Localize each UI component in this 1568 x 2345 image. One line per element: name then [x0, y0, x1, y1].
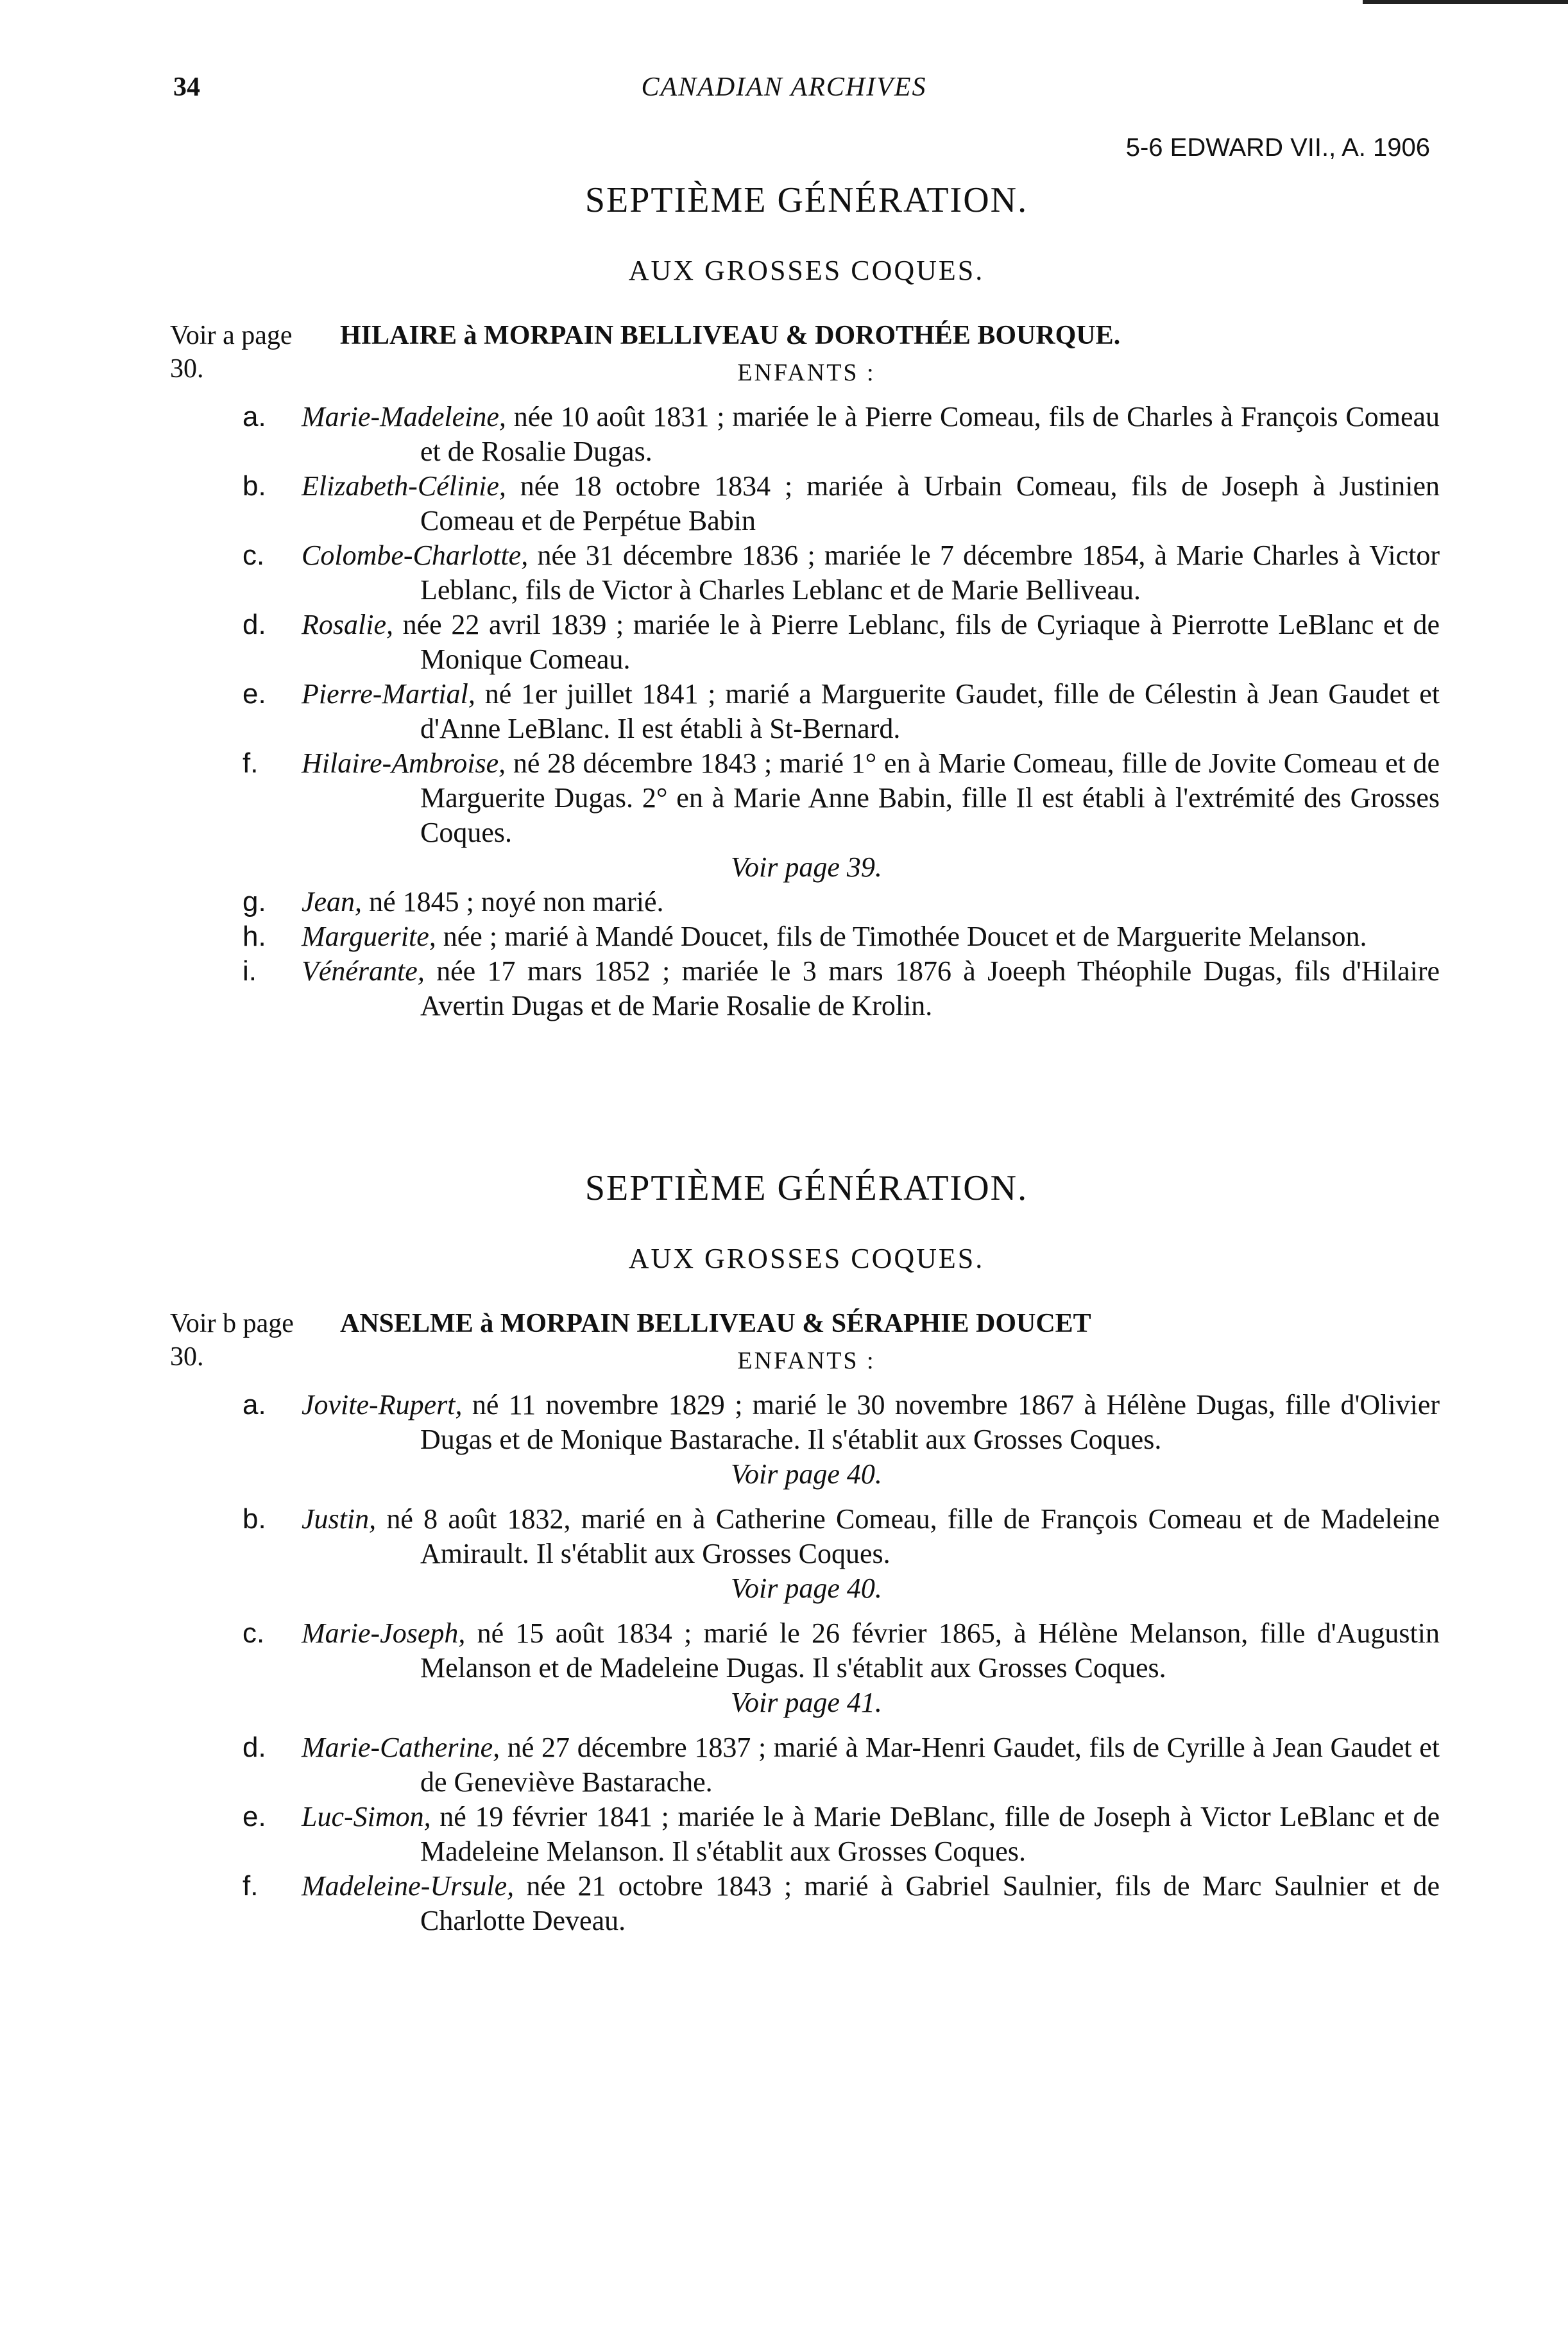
- child-text: née 31 décembre 1836 ; mariée le 7 décembre 1854, à Marie Charles à Victor Leblanc, fils de Victor à Charles Leblanc et de Marie Belliveau.: [420, 540, 1440, 606]
- place-heading: AUX GROSSES COQUES.: [628, 1243, 985, 1274]
- children-list: [173, 1388, 1440, 1938]
- child-text: né 19 février 1841 ; mariée le à Marie DeBlanc, fille de Joseph à Victor LeBlanc et de Madeleine Melanson. Il s'établit aux Grosses Coques.: [420, 1801, 1440, 1867]
- child-entry: [173, 1616, 1440, 1685]
- enfants-heading: ENFANTS :: [737, 359, 876, 386]
- child-letter: f.: [243, 747, 259, 779]
- child-letter: f.: [243, 1870, 259, 1902]
- voir-page-reference: Voir page 40.: [731, 1458, 882, 1490]
- child-entry: [173, 400, 1440, 469]
- child-entry: [173, 538, 1440, 608]
- child-entry: [173, 1388, 1440, 1457]
- child-name: Jovite-Rupert,: [302, 1389, 463, 1420]
- child-text: née 21 octobre 1843 ; marié à Gabriel Saulnier, fils de Marc Saulnier et de Charlotte Deveau.: [420, 1870, 1440, 1936]
- child-text: née ; marié à Mandé Doucet, fils de Timothée Doucet et de Marguerite Melanson.: [443, 921, 1367, 952]
- child-letter: i.: [243, 955, 257, 987]
- voir-page-reference: Voir page 41.: [731, 1687, 882, 1718]
- child-text: née 18 octobre 1834 ; mariée à Urbain Comeau, fils de Joseph à Justinien Comeau et de Perpétue Babin: [420, 470, 1440, 536]
- child-entry: [173, 1869, 1440, 1938]
- child-text: né 1er juillet 1841 ; marié a Marguerite Gaudet, fille de Célestin à Jean Gaudet et d'Anne LeBlanc. Il est établi à St-Bernard.: [420, 678, 1440, 744]
- child-letter: b.: [243, 470, 266, 502]
- child-entry: [173, 469, 1440, 538]
- parents-names: ANSELME à MORPAIN BELLIVEAU & SÉRAPHIE DOUCET: [340, 1309, 1091, 1338]
- child-text: né 1845 ; noyé non marié.: [369, 886, 664, 917]
- child-text: né 11 novembre 1829 ; marié le 30 novembre 1867 à Hélène Dugas, fille d'Olivier Dugas et de Monique Bastarache. Il s'établit aux Grosses Coques.: [420, 1389, 1440, 1455]
- child-letter: c.: [243, 1617, 265, 1649]
- enfants-heading: ENFANTS :: [737, 1347, 876, 1374]
- child-entry: [173, 608, 1440, 677]
- child-letter: d.: [243, 609, 266, 640]
- child-letter: e.: [243, 1801, 266, 1832]
- voir-page-reference: Voir page 40.: [731, 1573, 882, 1604]
- page-number: 34: [173, 72, 200, 102]
- child-text: née 17 mars 1852 ; mariée le 3 mars 1876 à Joeeph Théophile Dugas, fils d'Hilaire Avertin Dugas et de Marie Rosalie de Krolin.: [420, 955, 1440, 1021]
- child-entry: [173, 677, 1440, 746]
- child-name: Marie-Madeleine,: [302, 401, 506, 432]
- child-name: Jean,: [302, 886, 362, 917]
- child-letter: a.: [243, 1389, 266, 1420]
- child-name: Hilaire-Ambroise,: [302, 747, 506, 779]
- place-heading: AUX GROSSES COQUES.: [628, 255, 985, 286]
- top-rule: [1363, 0, 1568, 4]
- voir-reference: Voir a page 30.: [170, 321, 293, 384]
- child-name: Rosalie,: [302, 609, 393, 640]
- voir-reference: Voir b page 30.: [170, 1309, 294, 1372]
- child-letter: b.: [243, 1503, 266, 1535]
- child-letter: a.: [243, 401, 266, 432]
- page-header: [173, 72, 1395, 110]
- child-letter: h.: [243, 921, 266, 952]
- section-anselme: [170, 1168, 1440, 1938]
- child-entry: [173, 746, 1440, 850]
- child-letter: g.: [243, 886, 266, 917]
- child-name: Madeleine-Ursule,: [302, 1870, 515, 1902]
- child-name: Marie-Joseph,: [302, 1617, 466, 1649]
- parents-names: HILAIRE à MORPAIN BELLIVEAU & DOROTHÉE BOURQUE.: [340, 321, 1121, 350]
- child-text: née 22 avril 1839 ; mariée le à Pierre Leblanc, fils de Cyriaque à Pierrotte LeBlanc et de Monique Comeau.: [402, 609, 1440, 675]
- child-text: né 28 décembre 1843 ; marié 1° en à Marie Comeau, fille de Jovite Comeau et de Marguerite Dugas. 2° en à Marie Anne Babin, fille Il est établi à l'extrémité des Grosses Coques.: [420, 747, 1440, 848]
- generation-heading: SEPTIÈME GÉNÉRATION.: [584, 1168, 1028, 1208]
- child-letter: c.: [243, 540, 265, 571]
- child-entry: [173, 954, 1440, 1023]
- child-name: Vénérante,: [302, 955, 425, 987]
- child-name: Marie-Catherine,: [302, 1732, 500, 1763]
- child-entry: [173, 1730, 1440, 1800]
- voir-page-reference: Voir page 39.: [731, 851, 882, 883]
- running-title: CANADIAN ARCHIVES: [641, 72, 927, 102]
- child-entry: [173, 919, 1440, 954]
- session-label: 5-6 EDWARD VII., A. 1906: [1125, 133, 1430, 162]
- child-letter: e.: [243, 678, 266, 710]
- child-name: Pierre-Martial,: [302, 678, 475, 710]
- child-text: né 15 août 1834 ; marié le 26 février 1865, à Hélène Melanson, fille d'Augustin Melanson et de Madeleine Dugas. Il s'établit aux Grosses Coques.: [420, 1617, 1440, 1684]
- child-name: Elizabeth-Célinie,: [302, 470, 506, 502]
- child-entry: [173, 1800, 1440, 1869]
- child-name: Justin,: [302, 1503, 377, 1535]
- child-entry: [173, 1502, 1440, 1571]
- child-entry: [173, 885, 1440, 919]
- child-text: né 27 décembre 1837 ; marié à Mar-Henri Gaudet, fils de Cyrille à Jean Gaudet et de Geneviève Bastarache.: [420, 1732, 1440, 1798]
- children-list: [173, 400, 1440, 1023]
- child-letter: d.: [243, 1732, 266, 1763]
- child-name: Colombe-Charlotte,: [302, 540, 529, 571]
- child-name: Marguerite,: [302, 921, 436, 952]
- section-hilaire: [170, 180, 1440, 1023]
- generation-heading: SEPTIÈME GÉNÉRATION.: [584, 180, 1028, 220]
- child-name: Luc-Simon,: [302, 1801, 431, 1832]
- child-text: né 8 août 1832, marié en à Catherine Comeau, fille de François Comeau et de Madeleine Amirault. Il s'établit aux Grosses Coques.: [386, 1503, 1440, 1569]
- child-text: née 10 août 1831 ; mariée le à Pierre Comeau, fils de Charles à François Comeau et de Rosalie Dugas.: [420, 401, 1440, 467]
